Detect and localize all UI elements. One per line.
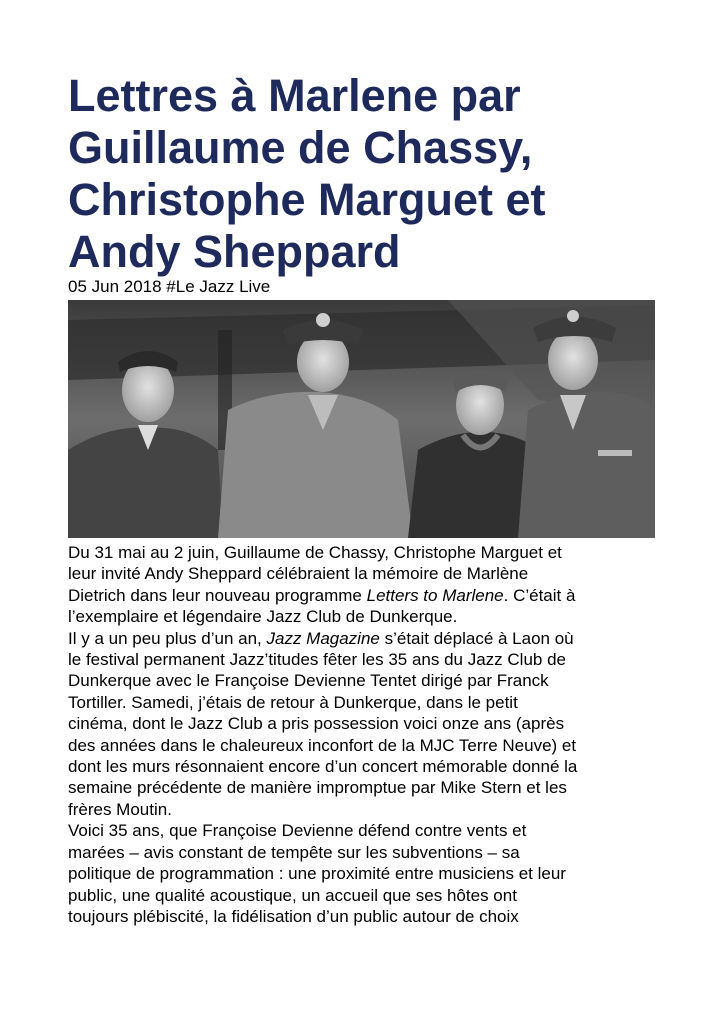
body-text-segment: frères Moutin. <box>68 799 172 819</box>
body-line <box>68 756 668 777</box>
body-text-segment: semaine précédente de manière impromptue par Mike Stern et les <box>68 778 567 798</box>
program-title-italic: Letters to Marlene <box>366 585 504 605</box>
body-text-segment: marées – avis constant de tempête sur les subventions – sa <box>68 842 520 862</box>
article-date-and-category: 05 Jun 2018 #Le Jazz Live <box>68 277 271 296</box>
body-line <box>68 820 668 841</box>
body-line <box>68 628 668 649</box>
body-text-segment: s’était déplacé à Laon où <box>379 628 574 648</box>
body-line <box>68 713 668 734</box>
body-line <box>68 735 668 756</box>
photo-of-four-people-in-military-uniforms-icon <box>68 300 655 538</box>
article-title <box>68 70 688 278</box>
body-text-segment: Dietrich dans leur nouveau programme <box>68 585 367 605</box>
article-body <box>68 542 668 927</box>
magazine-name-italic: Jazz Magazine <box>266 628 380 648</box>
body-text-segment: dont les murs résonnaient encore d’un concert mémorable donné la <box>68 757 578 777</box>
body-text-segment: le festival permanent Jazz’titudes fêter les 35 ans du Jazz Club de <box>68 650 566 670</box>
body-line <box>68 606 668 627</box>
body-text-segment: public, une qualité acoustique, un accueil que ses hôtes ont <box>68 885 517 905</box>
body-text-segment: des années dans le chaleureux inconfort de la MJC Terre Neuve) et <box>68 735 577 755</box>
title-line: Guillaume de Chassy, <box>68 122 533 173</box>
body-line <box>68 799 668 820</box>
body-text-segment: Il y a un peu plus d’un an, <box>68 628 267 648</box>
body-line <box>68 842 668 863</box>
body-line <box>68 692 668 713</box>
body-text-segment: l’exemplaire et légendaire Jazz Club de Dunkerque. <box>68 607 458 627</box>
title-line: Andy Sheppard <box>68 226 401 277</box>
body-line <box>68 885 668 906</box>
body-line <box>68 585 668 606</box>
body-line <box>68 563 668 584</box>
body-line <box>68 906 668 927</box>
body-line <box>68 863 668 884</box>
body-text-segment: cinéma, dont le Jazz Club a pris possession voici onze ans (après <box>68 714 565 734</box>
article-photo <box>68 300 655 538</box>
body-text-segment: . C’était à <box>503 585 576 605</box>
body-line <box>68 777 668 798</box>
body-line <box>68 542 668 563</box>
body-text-segment: politique de programmation : une proximité entre musiciens et leur <box>68 864 566 884</box>
body-text-segment: Dunkerque avec le Françoise Devienne Tentet dirigé par Franck <box>68 671 549 691</box>
body-text-segment: Tortiller. Samedi, j’étais de retour à Dunkerque, dans le petit <box>68 692 518 712</box>
body-text-segment: Du 31 mai au 2 juin, Guillaume de Chassy, Christophe Marguet et <box>68 543 562 562</box>
body-text-segment: Voici 35 ans, que Françoise Devienne défend contre vents et <box>68 821 527 841</box>
body-line <box>68 649 668 670</box>
title-line: Christophe Marguet et <box>68 174 546 225</box>
body-text-segment: leur invité Andy Sheppard célébraient la mémoire de Marlène <box>68 564 529 584</box>
body-text-segment: toujours plébiscité, la fidélisation d’un public autour de choix <box>68 906 519 926</box>
title-line: Lettres à Marlene par <box>68 70 521 121</box>
body-line <box>68 670 668 691</box>
